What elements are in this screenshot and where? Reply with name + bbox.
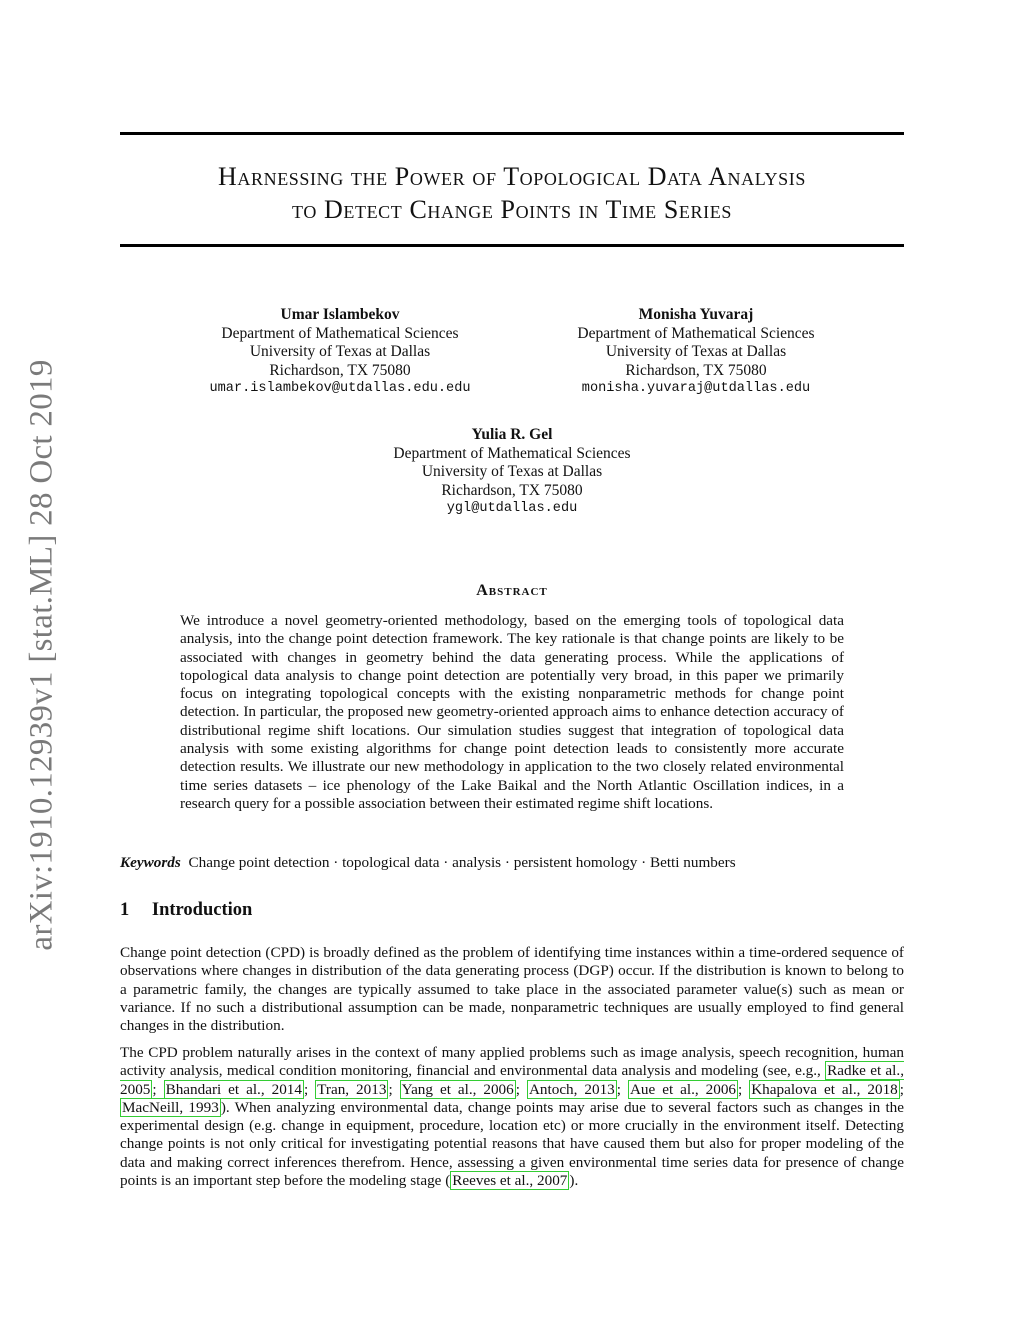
intro-paragraph-1: Change point detection (CPD) is broadly defined as the problem of identifying time instances within a time-ordered sequence of observations where changes in distribution of the data generating process (DGP) occur. If the distribution is known to belong to a parametric family, the changes are typically assumed to take place in the associated parameter value(s) such as mean or variance. If no such a distributional assumption can be made, nonparametric techniques are usually employed to find general changes in the distribution. — [120, 944, 904, 1035]
title-bottom-rule — [120, 244, 904, 247]
paper-title — [120, 160, 904, 226]
title-line-2: to Detect Change Points in Time Series — [292, 195, 732, 224]
citation-link[interactable]: Reeves et al., 2007 — [452, 1172, 568, 1190]
author-department: Department of Mathematical Sciences — [393, 444, 631, 462]
author-email: monisha.yuvaraj@utdallas.edu — [581, 381, 811, 397]
author-name: Umar Islambekov — [280, 306, 400, 323]
citation-link[interactable]: Yang et al., 2006 — [401, 1080, 514, 1098]
paragraph-lead-text: The CPD problem naturally arises in the context of many applied problems such as image analysis, speech recognition, human activity analysis, medical condition monitoring, financial and environmental data analysis and modeling (see, e.g., — [120, 1044, 904, 1080]
citation-link[interactable]: MacNeill, 1993 — [122, 1098, 219, 1116]
author-block-3 — [362, 426, 662, 519]
title-top-rule — [120, 132, 904, 135]
paragraph-end-text: ). — [569, 1172, 579, 1190]
citation-link[interactable]: Antoch, 2013 — [528, 1080, 615, 1098]
citation-link[interactable]: Khapalova et al., 2018 — [751, 1080, 898, 1098]
citation-link[interactable]: Aue et al., 2006 — [629, 1080, 737, 1098]
arxiv-identifier: arXiv:1910.12939v1 [stat.ML] 28 Oct 2019 — [23, 359, 60, 951]
citation-link[interactable]: Radke et al., 2005 — [120, 1062, 904, 1098]
author-email: ygl@utdallas.edu — [446, 501, 578, 517]
section-title: Introduction — [151, 900, 253, 920]
intro-paragraph-2: The CPD problem naturally arises in the context of many applied problems such as image analysis, speech recognition, human activity analysis, medical condition monitoring, financial and environmental data analysis and modeling (see, e.g., Radke et al., 2005 ; Bhandari et al., 2014 ; Tran, 2013 ; Yang et al., 2006 ; Antoch, 2013 ; Aue et al., 2006 ; Khapalova et al., 2018 ; MacNeill, 1993 ). When analyzing environmental data, change points may arise due to several factors such as changes in the experimental design (e.g. change in equipment, procedure, location etc) or more crucially in the environment itself. Detecting change points is not only critical for investigating potential reasons that have caused them but also for proper modeling of the data and making correct inferences therefrom. Hence, assessing a given environmental time series data for presence of change points is an important step before the modeling stage ( Reeves et al., 2007 ). — [120, 1044, 905, 1190]
citation-link[interactable]: Bhandari et al., 2014 — [165, 1080, 302, 1098]
author-name: Monisha Yuvaraj — [638, 306, 754, 323]
paragraph-body-text: ). When analyzing environmental data, change points may arise due to several factors such as changes in the experimental design (e.g. change in equipment, procedure, location etc) or more crucially in the environment itself. Detecting change points is not only critical for investigating potential reasons that have caused them but also for proper modeling of the data and making correct inferences therefrom. Hence, assessing a given environmental time series data for presence of change points is an important step before the modeling stage ( — [120, 1098, 905, 1190]
author-university: University of Texas at Dallas — [605, 343, 787, 361]
abstract-text: We introduce a novel geometry-oriented methodology, based on the emerging tools of topological data analysis, into the change point detection framework. The key rationale is that change points are likely to be associated with changes in geometry behind the data generating process. While the applications of topological data analysis to change point detection are potentially very broad, in this paper we primarily focus on integrating topological concepts with the existing nonparametric methods for change point detection. In particular, the proposed new geometry-oriented approach aims to enhance detection accuracy of distributional regime shift locations. Our simulation studies suggest that integration of topological data analysis with some existing algorithms for change point detection leads to consistently more accurate detection results. We illustrate our new methodology in application to the two closely related environmental time series datasets – ice phenology of the Lake Baikal and the North Atlantic Oscillation indices, in a research query for a possible association between their estimated regime shift locations. — [180, 612, 844, 812]
abstract-heading: Abstract — [476, 582, 548, 599]
keywords-label: Keywords — [120, 854, 181, 871]
citation-link[interactable]: Tran, 2013 — [317, 1080, 387, 1098]
author-location: Richardson, TX 75080 — [625, 361, 767, 379]
author-university: University of Texas at Dallas — [421, 463, 603, 481]
title-line-1: Harnessing the Power of Topological Data Analysis — [218, 162, 806, 191]
author-department: Department of Mathematical Sciences — [221, 324, 459, 342]
author-department: Department of Mathematical Sciences — [577, 324, 815, 342]
author-location: Richardson, TX 75080 — [441, 481, 583, 499]
author-email: umar.islambekov@utdallas.edu.edu — [209, 381, 471, 397]
keywords-line — [120, 853, 904, 872]
author-block-2 — [546, 306, 846, 399]
author-university: University of Texas at Dallas — [249, 343, 431, 361]
author-location: Richardson, TX 75080 — [269, 361, 411, 379]
keywords-text: Change point detection · topological data · analysis · persistent homology · Betti numbers — [188, 854, 736, 871]
section-heading-introduction — [120, 900, 252, 921]
author-block-1 — [190, 306, 490, 399]
section-number: 1 — [120, 900, 130, 920]
author-name: Yulia R. Gel — [471, 426, 553, 443]
